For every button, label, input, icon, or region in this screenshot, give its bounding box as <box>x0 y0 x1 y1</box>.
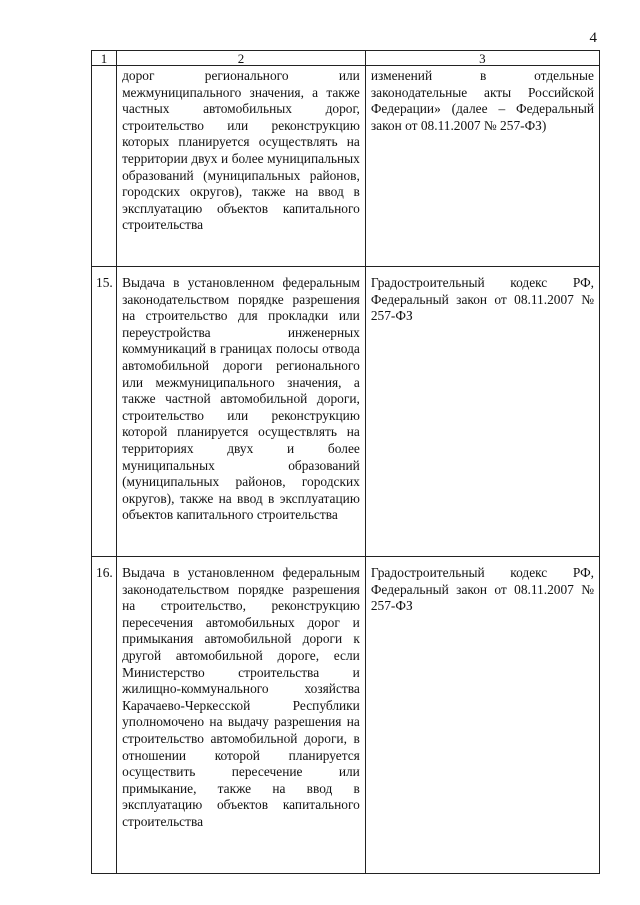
legal-table <box>91 50 600 874</box>
table-row <box>92 66 600 267</box>
table-header-row <box>92 51 600 66</box>
row-legal-reference: Градостроительный кодекс РФ, Федеральный закон от 08.11.2007 № 257-ФЗ <box>365 267 599 557</box>
row-number: 16. <box>92 557 117 874</box>
row-description: дорог регионального или межмуниципального значения, а также частных автомобильных дорог, строительство или реконструкцию которых планируется осуществлять на территории двух и более муниципальных образований (муниципальных районов, городских округов), также на ввод в эксплуатацию объектов капитального строительства <box>117 66 366 267</box>
column-header-1: 1 <box>92 51 117 66</box>
column-header-2: 2 <box>117 51 366 66</box>
row-description: Выдача в установленном федеральным законодательством порядке разрешения на строительство, реконструкцию пересечения автомобильных дорог и примыкания автомобильной дороги к другой автомобильной дороге, если Министерство строительства и жилищно-коммунального хозяйства Карачаево-Черкесской Республики уполномочено на выдачу разрешения на строительство автомобильной дороги, в отношении которой планируется осуществить пересечение или примыкание, также на ввод в эксплуатацию объектов капитального строительства <box>117 557 366 874</box>
table-row <box>92 267 600 557</box>
table-row <box>92 557 600 874</box>
row-number <box>92 66 117 267</box>
row-legal-reference: Градостроительный кодекс РФ, Федеральный закон от 08.11.2007 № 257-ФЗ <box>365 557 599 874</box>
row-number: 15. <box>92 267 117 557</box>
row-description: Выдача в установленном федеральным законодательством порядке разрешения на строительство для прокладки или переустройства инженерных коммуникаций в границах полосы отвода автомобильной дороги регионального или межмуниципального значения, а также частной автомобильной дороги, строительство или реконструкцию которой планируется осуществлять на территориях двух и более муниципальных образований (муниципальных районов, городских округов), также на ввод в эксплуатацию объектов капитального строительства <box>117 267 366 557</box>
page-number: 4 <box>589 30 597 46</box>
column-header-3: 3 <box>365 51 599 66</box>
row-legal-reference: изменений в отдельные законодательные акты Российской Федерации» (далее – Федеральный закон от 08.11.2007 № 257-ФЗ) <box>365 66 599 267</box>
